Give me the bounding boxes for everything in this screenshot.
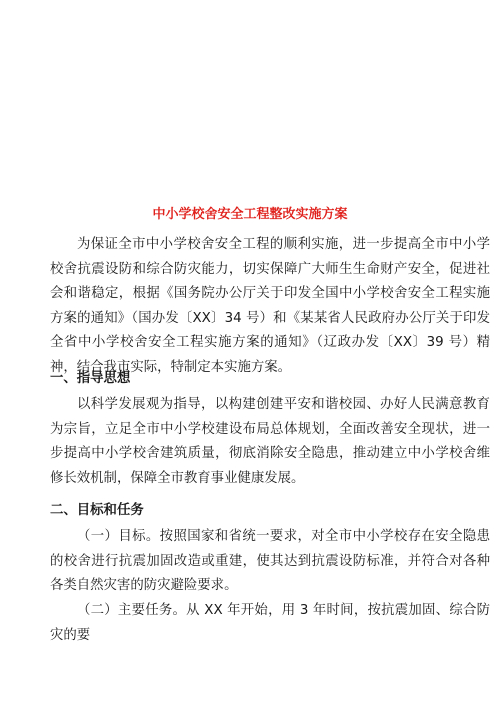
section-heading-guiding-ideology: 一、指导思想 [50,371,131,386]
intro-paragraph: 为保证全市中小学校舍安全工程的顺利实施，进一步提高全市中小学校舍抗震设防和综合防灾能力，切实保障广大师生生命财产安全，促进社会和谐稳定，根据《国务院办公厅关于印发全国中小学校舍安全工程实施方案的通知》（国办发〔XX〕34 号）和《某某省人民政府办公厅关于印发全省中小学校舍安全工程实施方案的通知》（辽政办发〔XX〕39 号）精神，结合我市实际，特制定本实施方案。 [50,237,490,375]
document-title: 中小学校舍安全工程整改实施方案 [152,207,348,222]
main-tasks-paragraph: （二）主要任务。从 XX 年开始，用 3 年时间，按抗震加固、综合防灾的要 [50,603,490,643]
goal-paragraph: （一）目标。按照国家和省统一要求，对全市中小学校存在安全隐患的校舍进行抗震加固改造或重建，使其达到抗震设防标准，并符合对各种各类自然灾害的防灾避险要求。 [50,529,490,593]
section-heading-goals-tasks: 二、目标和任务 [50,503,144,518]
section-guiding-ideology-text: 以科学发展观为指导，以构建创建平安和谐校园、办好人民满意教育为宗旨，立足全市中小学校建设布局总体规划，全面改善安全现状，进一步提高中小学校舍建筑质量，彻底消除安全隐患，推动建立中小学校舍维修长效机制，保障全市教育事业健康发展。 [50,397,490,486]
